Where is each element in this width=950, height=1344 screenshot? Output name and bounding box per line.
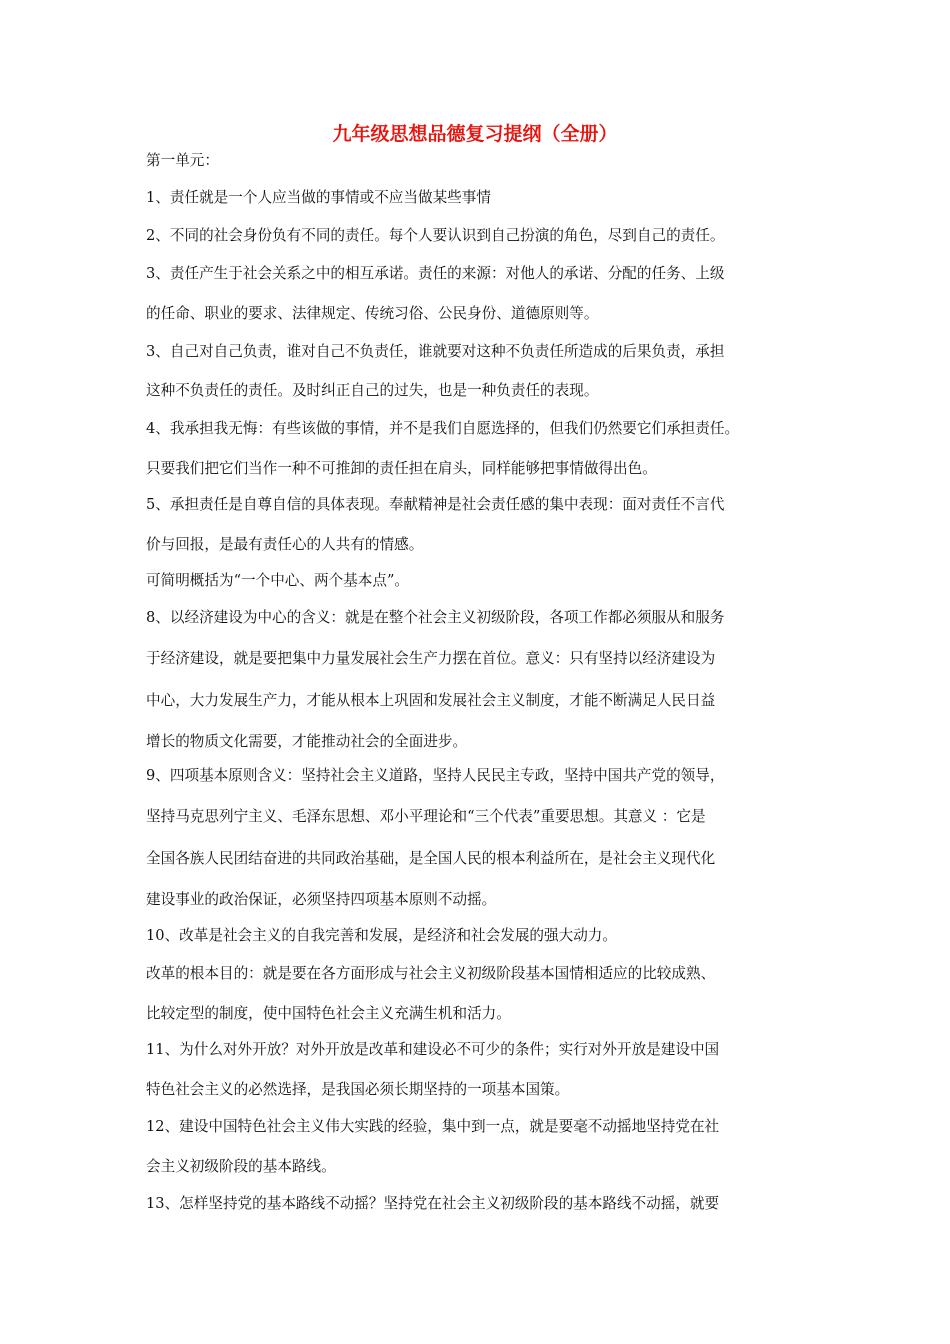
text-line: 全国各族人民团结奋进的共同政治基础，是全国人民的根本利益所在，是社会主义现代化 — [146, 850, 716, 867]
text-line: 2、不同的社会身份负有不同的责任。每个人要认识到自己扮演的角色，尽到自己的责任。 — [146, 227, 725, 244]
text-line: 9、四项基本原则含义：坚持社会主义道路，坚持人民民主专政，坚持中国共产党的领导， — [146, 767, 725, 784]
text-line: 12、建设中国特色社会主义伟大实践的经验，集中到一点，就是要毫不动摇地坚持党在社 — [146, 1118, 720, 1135]
text-line: 价与回报，是最有责任心的人共有的情感。 — [146, 536, 424, 553]
text-line: 13、怎样坚持党的基本路线不动摇？坚持党在社会主义初级阶段的基本路线不动摇，就要 — [146, 1195, 720, 1212]
text-line: 只要我们把它们当作一种不可推卸的责任担在肩头，同样能够把事情做得出色。 — [146, 460, 657, 477]
text-line: 特色社会主义的必然选择，是我国必须长期坚持的一项基本国策。 — [146, 1081, 570, 1098]
text-line: 会主义初级阶段的基本路线。 — [146, 1158, 336, 1175]
text-line: 的任命、职业的要求、法律规定、传统习俗、公民身份、道德原则等。 — [146, 305, 599, 322]
text-line: 比较定型的制度，使中国特色社会主义充满生机和活力。 — [146, 1005, 511, 1022]
document-title: 九年级思想品德复习提纲（全册） — [332, 123, 618, 145]
text-line: 于经济建设，就是要把集中力量发展社会生产力摆在首位。意义：只有坚持以经济建设为 — [146, 650, 716, 667]
text-line: 可简明概括为“一个中心、两个基本点”。 — [146, 572, 410, 589]
text-line: 11、为什么对外开放？对外开放是改革和建设必不可少的条件；实行对外开放是建设中国 — [146, 1041, 720, 1058]
text-line: 8、以经济建设为中心的含义：就是在整个社会主义初级阶段，各项工作都必须服从和服务 — [146, 609, 725, 626]
text-line: 1、责任就是一个人应当做的事情或不应当做某些事情 — [146, 189, 491, 206]
text-line: 中心，大力发展生产力，才能从根本上巩固和发展社会主义制度，才能不断满足人民日益 — [146, 692, 716, 709]
text-line: 3、责任产生于社会关系之中的相互承诺。责任的来源：对他人的承诺、分配的任务、上级 — [146, 265, 725, 282]
text-line: 增长的物质文化需要，才能推动社会的全面进步。 — [146, 733, 468, 750]
unit-heading: 第一单元： — [146, 152, 219, 169]
text-line: 3、自己对自己负责，谁对自己不负责任，谁就要对这种不负责任所造成的后果负责，承担 — [146, 343, 725, 360]
text-line: 改革的根本目的：就是要在各方面形成与社会主义初级阶段基本国情相适应的比较成熟、 — [146, 965, 716, 982]
text-line: 这种不负责任的责任。及时纠正自己的过失，也是一种负责任的表现。 — [146, 382, 599, 399]
text-line: 建设事业的政治保证，必须坚持四项基本原则不动摇。 — [146, 891, 497, 908]
text-line: 10、改革是社会主义的自我完善和发展，是经济和社会发展的强大动力。 — [146, 927, 617, 944]
text-line: 4、我承担我无悔：有些该做的事情，并不是我们自愿选择的，但我们仍然要它们承担责任。 — [146, 420, 740, 437]
text-line: 坚持马克思列宁主义、毛泽东思想、邓小平理论和“三个代表”重要思想。其意义 ：它是 — [146, 808, 706, 825]
text-line: 5、承担责任是自尊自信的具体表现。奉献精神是社会责任感的集中表现：面对责任不言代 — [146, 496, 725, 513]
